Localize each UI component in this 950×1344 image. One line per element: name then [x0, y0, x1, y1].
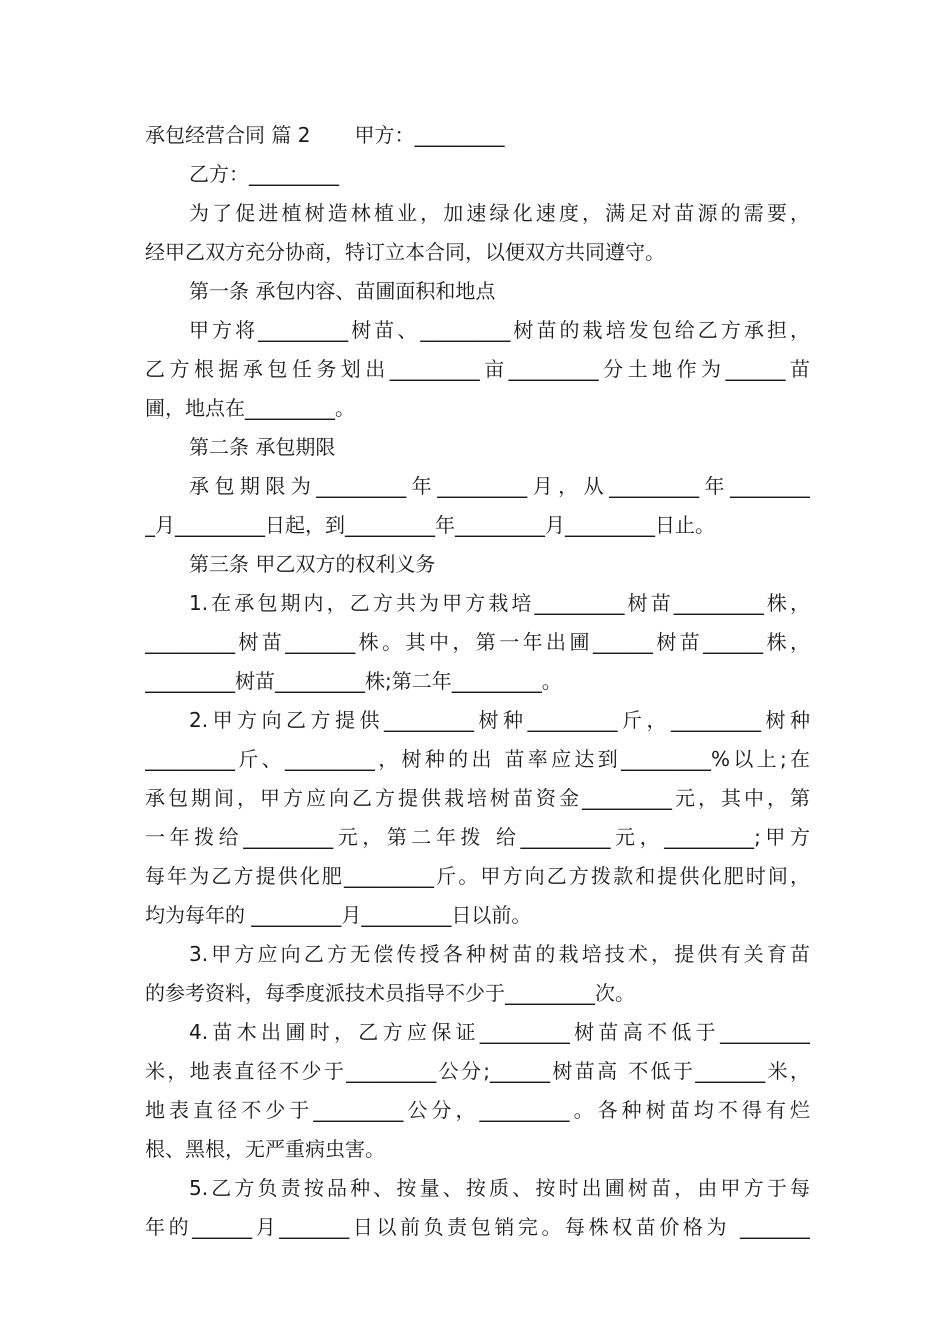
item-4-line-3: 地表直径不少于_________公分，_________。各种树苗均不得有烂: [145, 1098, 810, 1122]
article-1-heading-block: [145, 272, 810, 311]
item-3-line-2: 的参考资料，每季度派技术员指导不少于_________次。: [145, 981, 635, 1005]
item-2-line-2: _________斤、_________，树种的出 苗率应达到_________%以上;在: [145, 747, 810, 771]
preamble-line-2: 经甲乙双方充分协商，特订立本合同，以便双方共同遵守。: [145, 240, 665, 264]
item-4-line-1: 4.苗木出圃时，乙方应保证_________树苗高不低于_________: [189, 1020, 810, 1044]
item-3-line-1: 3.甲方应向乙方无偿传授各种树苗的栽培技术，提供有关育苗: [189, 942, 810, 966]
article-2-heading: 第二条 承包期限: [189, 435, 336, 459]
article-3-item-4: [145, 1013, 810, 1169]
item-1-line-1: 1.在承包期内，乙方共为甲方栽培_________树苗_________株，: [189, 591, 810, 615]
article-2-line-2: _月_________日起，到_________年_________月_________日止。: [145, 513, 715, 537]
article-3-heading-block: [145, 545, 810, 584]
article-3-item-3: [145, 935, 810, 1013]
document-body: [145, 116, 810, 1247]
article-1-line-3: 圃，地点在_________。: [145, 396, 355, 420]
item-2-line-3: 承包期间，甲方应向乙方提供栽培树苗资金_________元，其中，第: [145, 786, 810, 810]
article-1-heading: 第一条 承包内容、苗圃面积和地点: [189, 279, 496, 303]
article-1-line-2: 乙方根据承包任务划出_________亩_________分土地作为______苗: [145, 357, 810, 381]
article-2-paragraph: [145, 467, 810, 545]
article-3-heading: 第三条 甲乙双方的权利义务: [189, 552, 436, 576]
article-1-paragraph: [145, 311, 810, 428]
item-4-line-2: 米，地表直径不少于_________公分;______树苗高 不低于_______米，: [145, 1059, 810, 1083]
item-1-line-2: _________树苗_______株。其中，第一年出圃______树苗______株，: [145, 630, 810, 654]
item-4-line-4: 根、黑根，无严重病虫害。: [145, 1137, 385, 1161]
party-b-field: 乙方：_________: [189, 162, 339, 186]
item-5-line-2: 年的______月_______日以前负责包销完。每株权苗价格为 _______: [145, 1215, 810, 1239]
preamble-paragraph: [145, 194, 810, 272]
item-2-line-4: 一年拨给_________元，第二年拨 给_________元，_________;甲方: [145, 825, 810, 849]
item-1-line-3: _________树苗_________株;第二年_________。: [145, 669, 562, 693]
item-2-line-6: 均为每年的 _________月_________日以前。: [145, 903, 532, 927]
item-2-line-1: 2.甲方向乙方提供_________树种_________斤，_________树种: [189, 708, 810, 732]
party-a-field: 甲方：_________: [354, 123, 505, 147]
item-5-line-1: 5.乙方负责按品种、按量、按质、按时出圃树苗，由甲方于每: [189, 1176, 810, 1200]
article-2-heading-block: [145, 428, 810, 467]
article-2-line-1: 承包期限为_________年_________月，从_________年________: [189, 474, 810, 498]
article-3-item-1: [145, 584, 810, 701]
article-3-item-5: [145, 1169, 810, 1247]
article-3-item-2: [145, 701, 810, 935]
preamble-line-1: 为了促进植树造林植业，加速绿化速度，满足对苗源的需要，: [189, 201, 810, 225]
item-2-line-5: 每年为乙方提供化肥_________斤。甲方向乙方拨款和提供化肥时间，: [145, 864, 810, 888]
article-1-line-1: 甲方将_________树苗、_________树苗的栽培发包给乙方承担，: [189, 318, 810, 342]
contract-title: 承包经营合同 篇 2: [145, 123, 311, 147]
header-line: [145, 116, 810, 155]
party-b-line: [145, 155, 810, 194]
